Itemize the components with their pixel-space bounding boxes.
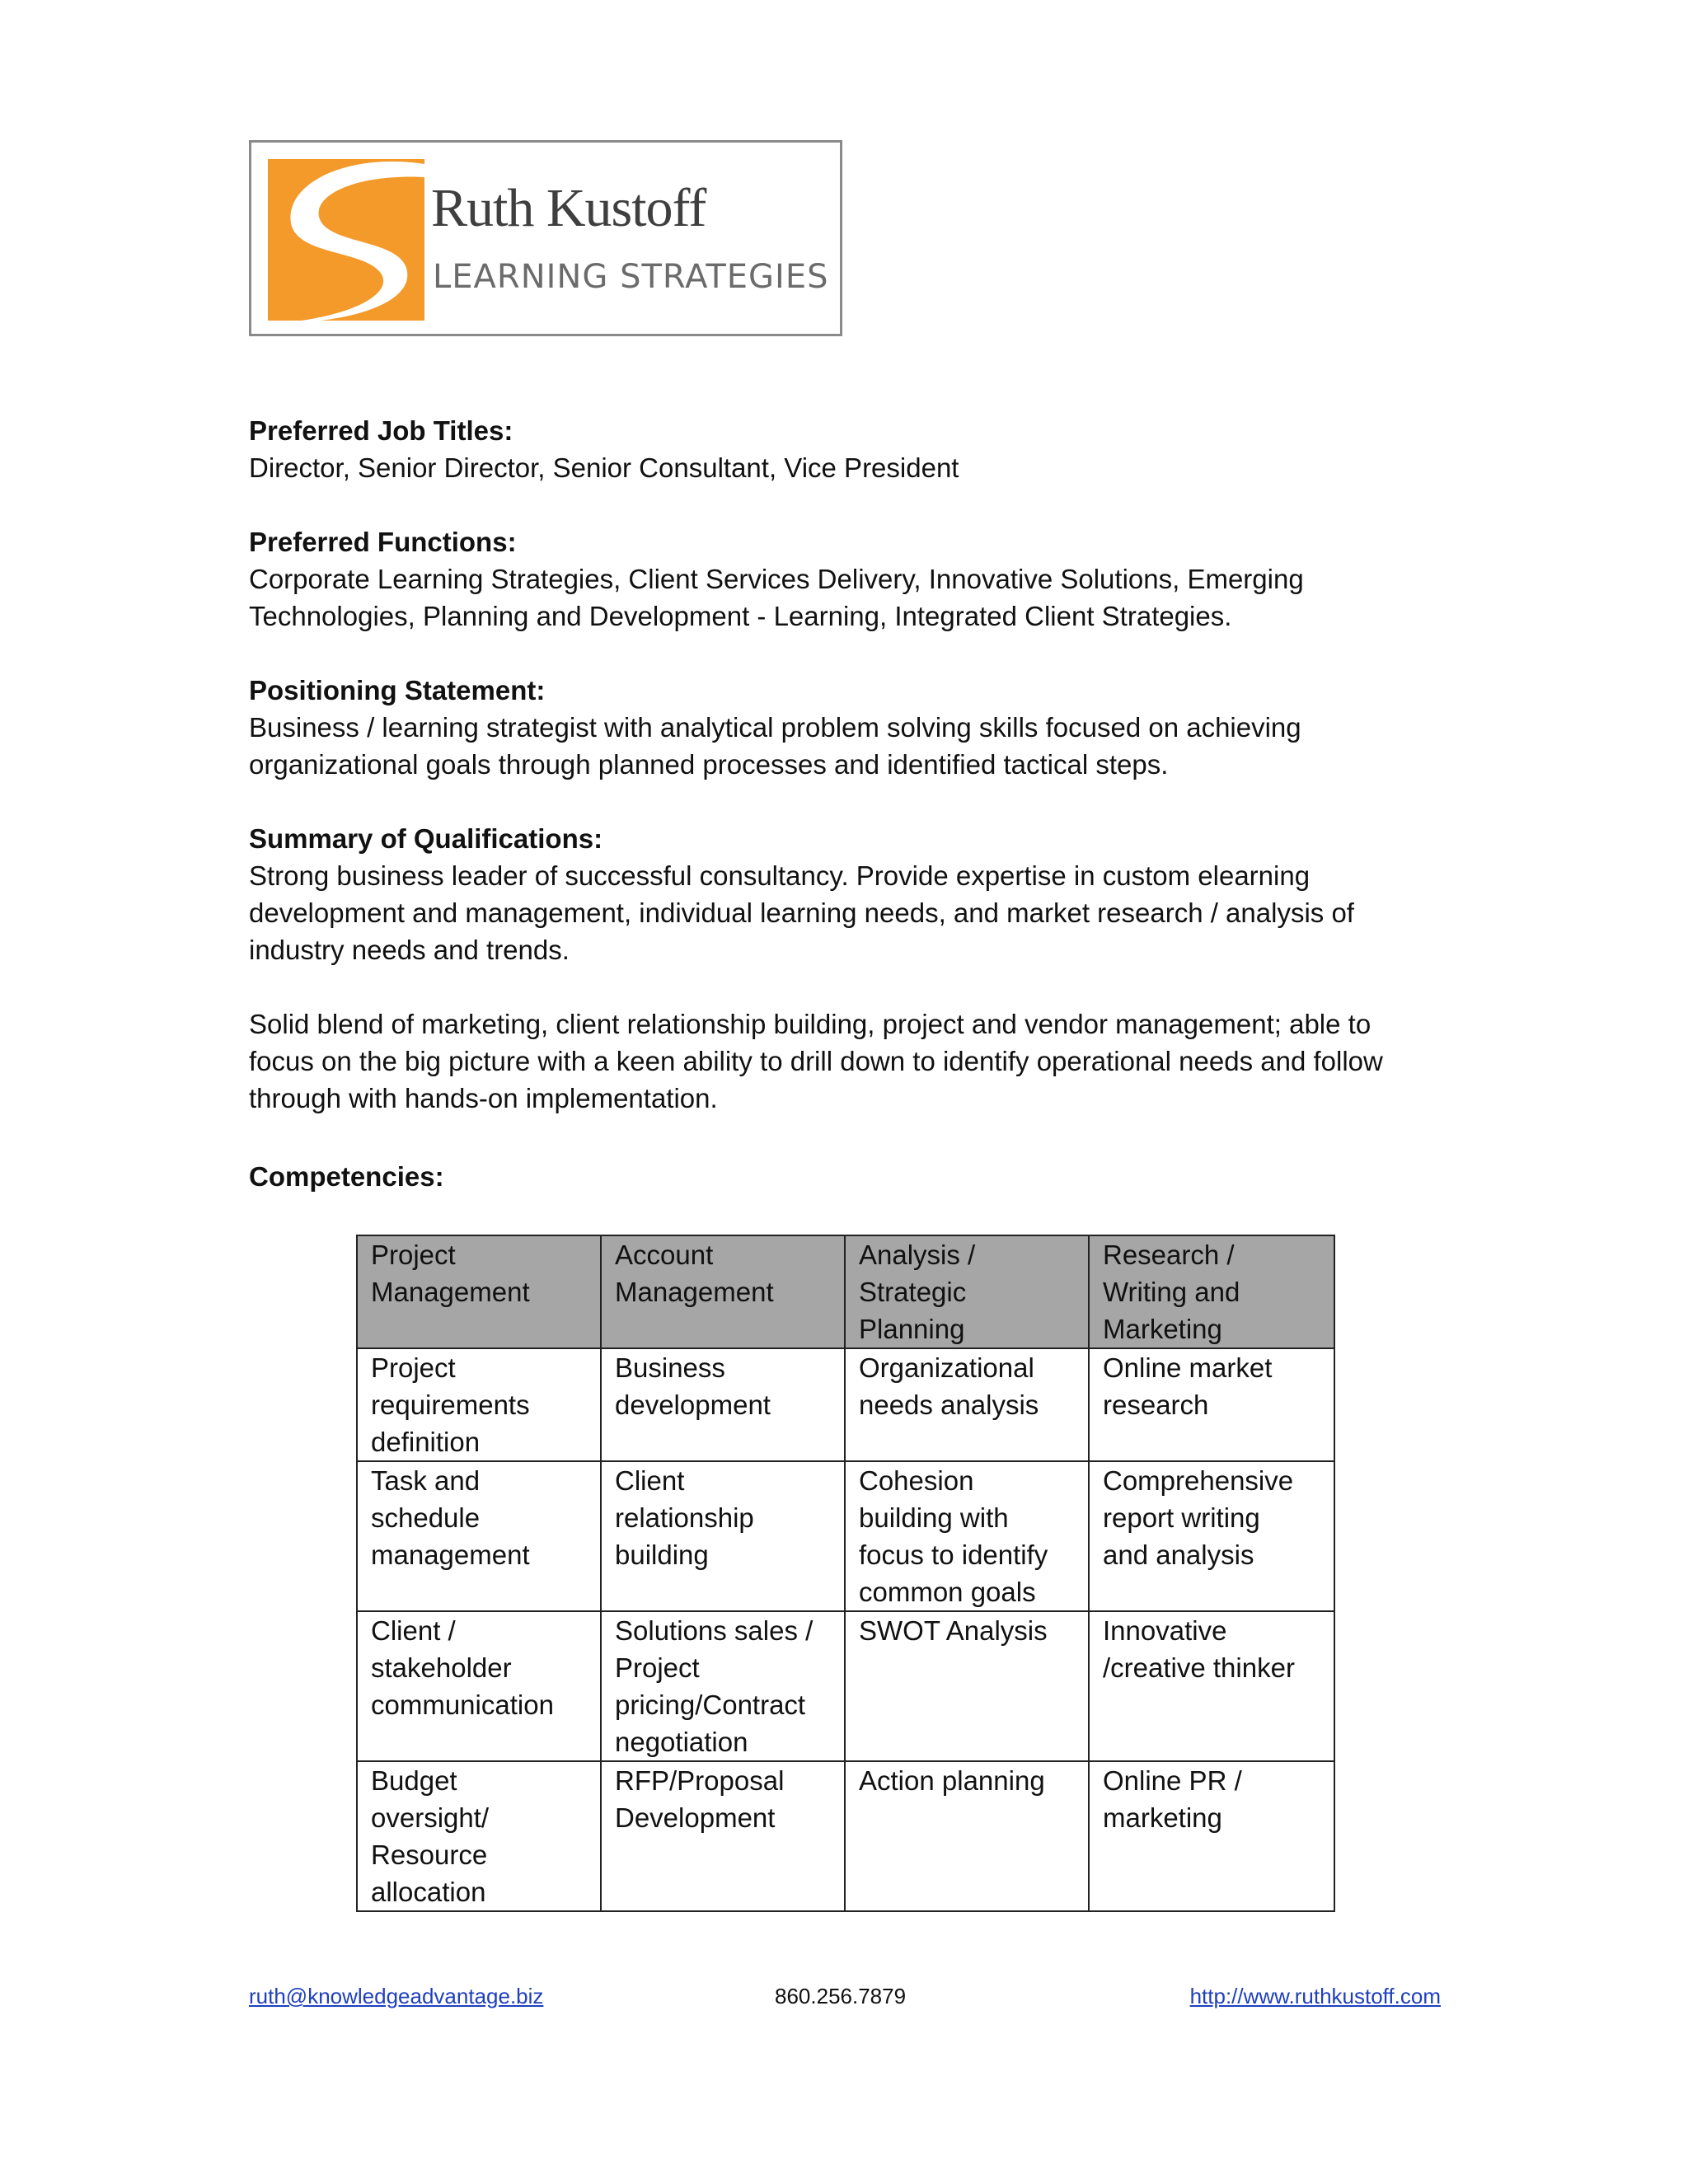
job-titles-heading: Preferred Job Titles:	[249, 415, 513, 446]
cell-line: Action planning	[859, 1765, 1045, 1796]
table-cell	[357, 1461, 601, 1611]
cell-line: Organizational	[859, 1352, 1034, 1383]
cell-line: common goals	[859, 1577, 1036, 1607]
qualifications-line: development and management, individual learning needs, and market research / analysis of	[249, 898, 1354, 928]
cell-line: SWOT Analysis	[859, 1615, 1048, 1646]
table-cell	[601, 1761, 845, 1911]
table-row	[357, 1761, 1334, 1911]
cell-line: building with	[859, 1502, 1009, 1533]
qualifications-line: Solid blend of marketing, client relationship building, project and vendor management; able to	[249, 1009, 1372, 1039]
cell-line: Task and	[371, 1465, 481, 1496]
table-header-row	[357, 1235, 1334, 1348]
table-row	[357, 1611, 1334, 1761]
header-cell-line: Project	[371, 1240, 456, 1270]
cell-line: RFP/Proposal	[615, 1765, 785, 1796]
table-row	[357, 1348, 1334, 1461]
cell-line: needs analysis	[859, 1390, 1039, 1420]
cell-line: Resource	[371, 1840, 488, 1870]
table-cell	[845, 1461, 1089, 1611]
header-cell-line: Management	[371, 1277, 530, 1307]
table-cell	[1089, 1348, 1334, 1461]
table-cell	[845, 1348, 1089, 1461]
cell-line: Online PR /	[1103, 1765, 1242, 1796]
header-cell-line: Strategic	[859, 1277, 967, 1307]
cell-line: communication	[371, 1690, 554, 1720]
company-logo	[249, 140, 842, 336]
table-header-cell	[845, 1235, 1089, 1348]
cell-line: research	[1103, 1390, 1209, 1420]
header-cell-line: Analysis /	[859, 1240, 976, 1270]
functions-heading: Preferred Functions:	[249, 527, 517, 557]
positioning-line: Business / learning strategist with analytical problem solving skills focused on achieving	[249, 712, 1301, 743]
functions-line: Technologies, Planning and Development - Learning, Integrated Client Strategies.	[249, 601, 1232, 631]
table-cell	[601, 1611, 845, 1761]
table-cell	[1089, 1611, 1334, 1761]
competencies-heading: Competencies:	[249, 1161, 444, 1192]
table-cell	[357, 1348, 601, 1461]
cell-line: building	[615, 1540, 709, 1570]
email-link[interactable]: ruth@knowledgeadvantage.biz	[249, 1984, 544, 2008]
cell-line: management	[371, 1540, 530, 1570]
job-titles-text: Director, Senior Director, Senior Consultant, Vice President	[249, 452, 959, 483]
table-cell	[601, 1348, 845, 1461]
cell-line: Project	[371, 1352, 456, 1383]
cell-line: marketing	[1103, 1802, 1222, 1833]
cell-line: definition	[371, 1427, 481, 1457]
cell-line: development	[615, 1390, 771, 1420]
header-cell-line: Management	[615, 1277, 774, 1307]
table-cell	[601, 1461, 845, 1611]
table-cell	[357, 1611, 601, 1761]
table-cell	[845, 1611, 1089, 1761]
cell-line: report writing	[1103, 1502, 1260, 1533]
cell-line: schedule	[371, 1502, 481, 1533]
cell-line: Online market	[1103, 1352, 1273, 1383]
competencies-table	[356, 1235, 1335, 1912]
cell-line: negotiation	[615, 1727, 748, 1757]
header-cell-line: Account	[615, 1240, 714, 1270]
cell-line: stakeholder	[371, 1652, 512, 1683]
cell-line: Business	[615, 1352, 725, 1383]
cell-line: Client	[615, 1465, 685, 1496]
cell-line: /creative thinker	[1103, 1652, 1295, 1683]
cell-line: Comprehensive	[1103, 1465, 1294, 1496]
cell-line: allocation	[371, 1877, 486, 1907]
cell-line: oversight/	[371, 1802, 490, 1833]
qualifications-line: focus on the big picture with a keen ability to drill down to identify operational needs and follow	[249, 1046, 1383, 1076]
qualifications-line: Strong business leader of successful consultancy. Provide expertise in custom elearning	[249, 860, 1311, 891]
swirl-logo-icon	[268, 159, 424, 321]
cell-line: relationship	[615, 1502, 754, 1533]
table-cell	[1089, 1461, 1334, 1611]
table-header-cell	[601, 1235, 845, 1348]
table-cell	[357, 1761, 601, 1911]
qualifications-line: through with hands-on implementation.	[249, 1083, 718, 1113]
cell-line: requirements	[371, 1390, 530, 1420]
cell-line: focus to identify	[859, 1540, 1048, 1570]
cell-line: Solutions sales /	[615, 1615, 814, 1646]
logo-name-text: Ruth Kustoff	[431, 178, 706, 238]
qualifications-line: industry needs and trends.	[249, 935, 570, 965]
cell-line: and analysis	[1103, 1540, 1254, 1570]
positioning-heading: Positioning Statement:	[249, 675, 546, 705]
header-cell-line: Planning	[859, 1314, 965, 1344]
header-cell-line: Marketing	[1103, 1314, 1222, 1344]
table-cell	[1089, 1761, 1334, 1911]
table-header-cell	[357, 1235, 601, 1348]
cell-line: Client /	[371, 1615, 456, 1646]
qualifications-heading: Summary of Qualifications:	[249, 823, 603, 854]
positioning-line: organizational goals through planned processes and identified tactical steps.	[249, 749, 1169, 780]
logo-tagline-text: LEARNING STRATEGIES	[433, 258, 829, 296]
cell-line: Budget	[371, 1765, 457, 1796]
functions-line: Corporate Learning Strategies, Client Services Delivery, Innovative Solutions, Emerging	[249, 564, 1304, 594]
table-header-cell	[1089, 1235, 1334, 1348]
cell-line: Development	[615, 1802, 776, 1833]
header-cell-line: Research /	[1103, 1240, 1235, 1270]
resume-content	[249, 412, 1452, 1195]
header-cell-line: Writing and	[1103, 1277, 1240, 1307]
table-cell	[845, 1761, 1089, 1911]
cell-line: Innovative	[1103, 1615, 1227, 1646]
website-link[interactable]: http://www.ruthkustoff.com	[1189, 1984, 1441, 2008]
cell-line: Cohesion	[859, 1465, 974, 1496]
table-row	[357, 1461, 1334, 1611]
cell-line: pricing/Contract	[615, 1690, 806, 1720]
phone-number: 860.256.7879	[775, 1984, 907, 2008]
cell-line: Project	[615, 1652, 700, 1683]
